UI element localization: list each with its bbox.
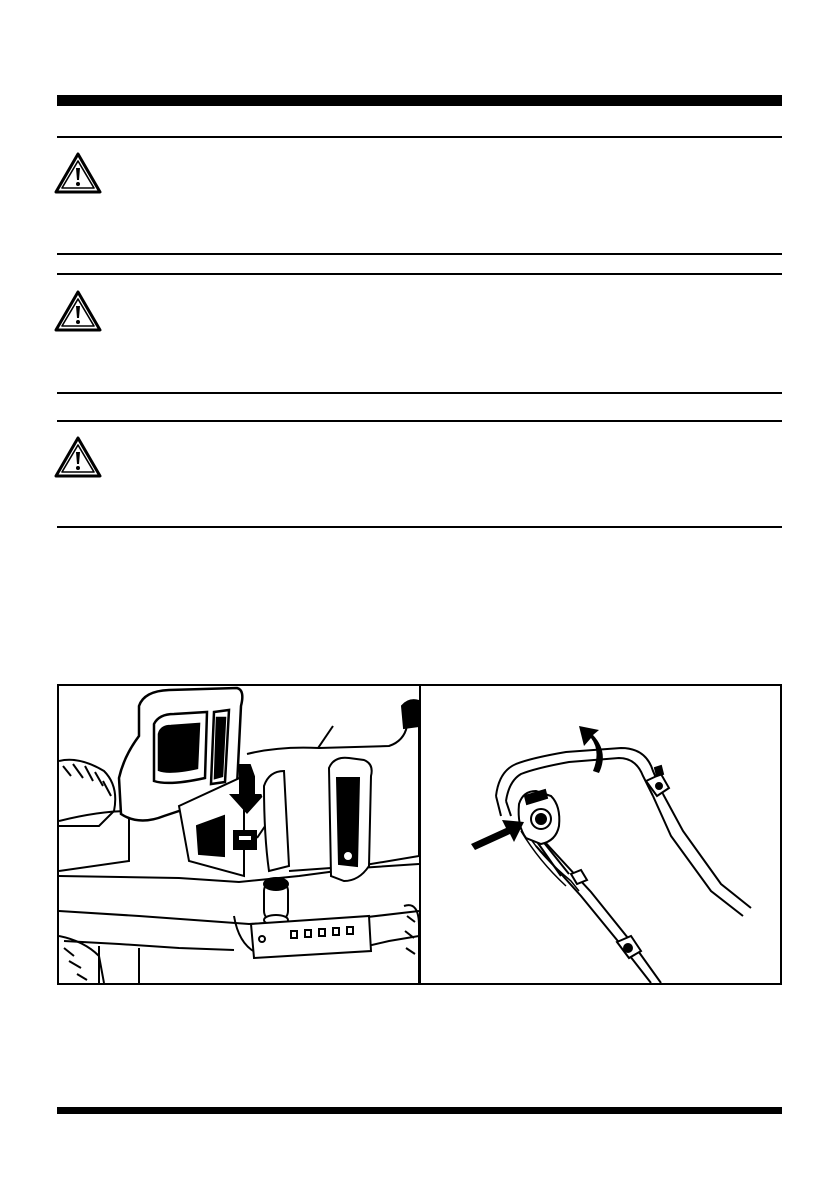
right-wheel [404, 905, 419, 983]
adjustment-knob [264, 878, 288, 925]
right-handle-tube [653, 794, 751, 916]
warning-triangle-icon [54, 435, 102, 479]
right-handle-clamp [646, 766, 669, 796]
footer-bar [57, 1107, 782, 1114]
warning-triangle-icon [54, 289, 102, 333]
height-indicator-plate [251, 916, 371, 958]
warning-2-bottom-rule [57, 392, 782, 394]
warning-1-top-rule [57, 136, 782, 138]
left-wheel [59, 760, 115, 983]
header-bar [57, 95, 782, 106]
warning-triangle-icon [54, 151, 102, 195]
warning-3-top-rule [57, 420, 782, 422]
warning-1-bottom-rule [57, 253, 782, 255]
warning-2-top-rule [57, 273, 782, 275]
battery-compartment-figure [57, 684, 421, 985]
warning-3-bottom-rule [57, 526, 782, 528]
folding-lock-lever [519, 790, 560, 844]
left-handle-tube [533, 834, 661, 983]
handle-folding-figure [419, 684, 782, 985]
lower-tube-clamp [571, 870, 641, 958]
press-arrow-icon [471, 820, 524, 850]
